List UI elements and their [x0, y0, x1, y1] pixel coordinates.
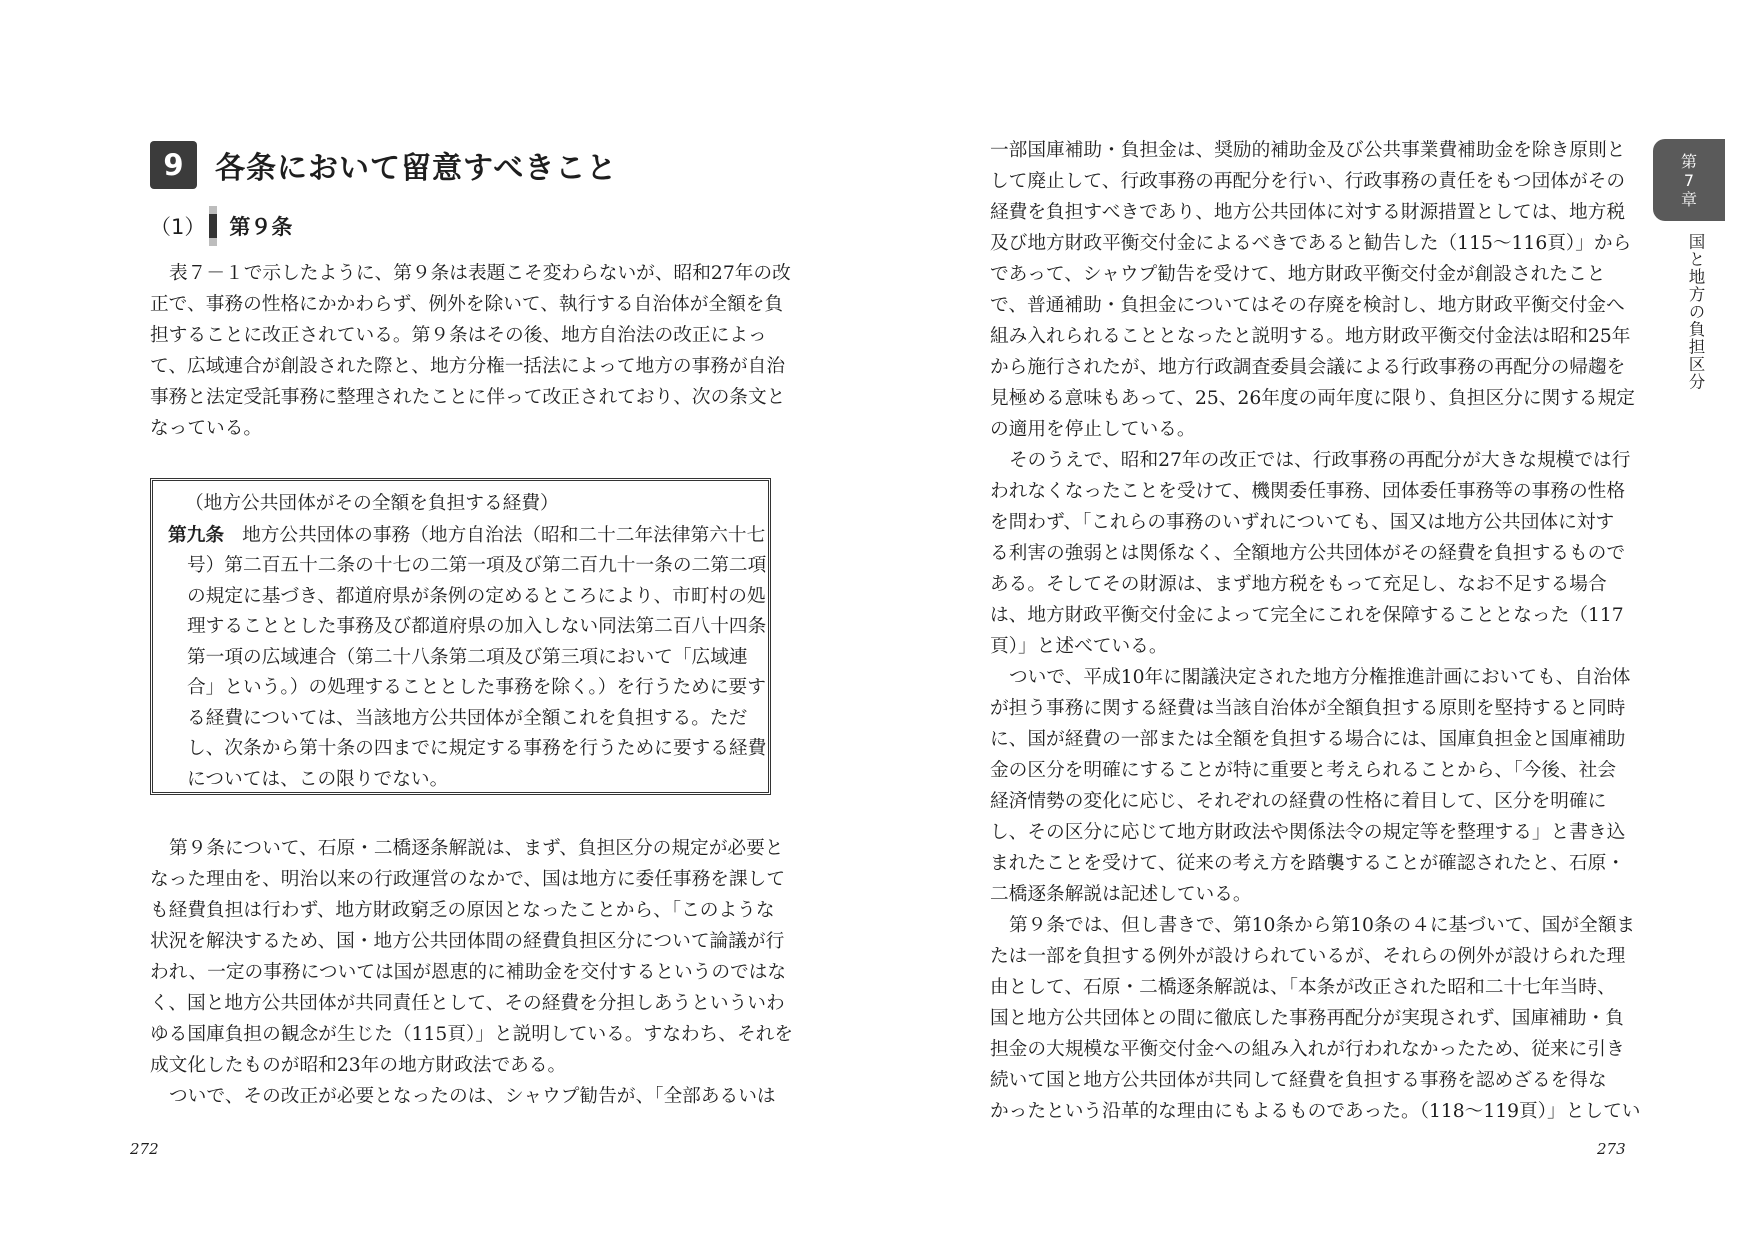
article-line: の規定に基づき、都道府県が条例の定めるところにより、市町村の処	[187, 585, 766, 607]
text-line: なった理由を、明治以来の行政運営のなかで、国は地方に委任事務を課して	[150, 869, 786, 890]
article-line: る経費については、当該地方公共団体が全額これを負担する。ただ	[187, 707, 748, 729]
text-line: 成文化したものが昭和23年の地方財政法である。	[150, 1055, 567, 1076]
chapter-tab-char: 第	[1680, 151, 1697, 171]
text-line: 二橋逐条解説は記述している。	[990, 884, 1252, 905]
text-line: かったという沿革的な理由にもよるものであった。（118～119頁）」としてい	[990, 1101, 1641, 1122]
article-first-line	[168, 520, 766, 552]
text-line: 国と地方公共団体との間に徹底した事務再配分が実現されず、国庫補助・負	[990, 1008, 1624, 1029]
text-line: われなくなったことを受けて、機関委任事務、団体委任事務等の事務の性格	[990, 481, 1626, 502]
statute-article-box	[150, 478, 771, 795]
text-line: し、その区分に応じて地方財政法や関係法令の規定等を整理する」と書き込	[990, 822, 1626, 843]
subsection-title: 第９条	[229, 215, 293, 239]
section-heading	[150, 141, 617, 189]
text-line: ある。そしてその財源は、まず地方税をもって充足し、なお不足する場合	[990, 574, 1607, 595]
article-line: 第一項の広域連合（第二十八条第二項及び第三項において「広域連	[187, 646, 748, 668]
body-paragraph	[150, 833, 794, 1112]
text-line: 第９条では、但し書きで、第10条から第10条の４に基づいて、国が全額ま	[1009, 915, 1636, 936]
text-line: 担することに改正されている。第９条はその後、地方自治法の改正によっ	[150, 325, 767, 346]
article-line: については、この限りでない。	[187, 768, 449, 790]
subsection-heading	[150, 210, 292, 242]
text-line: ついで、平成10年に閣議決定された地方分権推進計画においても、自治体	[1009, 667, 1631, 688]
section-number-badge: 9	[150, 141, 197, 189]
text-line: く、国と地方公共団体が共同責任として、その経費を分担しあうといういわ	[150, 993, 785, 1014]
chapter-side-title: 国と地方の負担区分	[1686, 233, 1705, 391]
text-line: 続いて国と地方公共団体が共同して経費を負担する事務を認めざるを得な	[990, 1070, 1607, 1091]
text-line: て、広域連合が創設された際と、地方分権一括法によって地方の事務が自治	[150, 356, 786, 377]
text-line: 経済情勢の変化に応じ、それぞれの経費の性格に着目して、区分を明確に	[990, 791, 1607, 812]
text-line: は、地方財政平衡交付金によって完全にこれを保障することとなった（117	[990, 605, 1624, 626]
article-line: し、次条から第十条の四までに規定する事務を行うために要する経費	[187, 738, 767, 759]
text-line: 正で、事務の性格にかかわらず、例外を除いて、執行する自治体が全額を負	[150, 294, 784, 315]
article-line: 理することとした事務及び都道府県の加入しない同法第二百八十四条	[187, 616, 767, 637]
text-line: る利害の強弱とは関係なく、全額地方公共団体がその経費を負担するもので	[990, 543, 1626, 564]
page-number: 273	[1597, 1140, 1626, 1158]
text-line: であって、シャウプ勧告を受けて、地方財政平衡交付金が創設されたこと	[990, 264, 1606, 285]
chapter-tab-char: 章	[1680, 189, 1697, 209]
text-line: 担金の大規模な平衡交付金への組み入れが行われなかったため、従来に引き	[990, 1039, 1625, 1060]
text-line: 頁）」と述べている。	[990, 636, 1168, 657]
text-line: の適用を停止している。	[990, 419, 1196, 440]
page-number: 272	[130, 1140, 159, 1158]
text-line: 組み入れられることとなったと説明する。地方財政平衡交付金法は昭和25年	[990, 326, 1631, 347]
text-line: 経費を負担すべきであり、地方公共団体に対する財源措置としては、地方税	[990, 202, 1626, 223]
text-line: なっている。	[150, 418, 263, 439]
text-line: ついで、その改正が必要となったのは、シャウプ勧告が、「全部あるいは	[169, 1086, 776, 1107]
text-line: 及び地方財政平衡交付金によるべきであると勧告した（115～116頁）」から	[990, 233, 1632, 254]
text-line: たは一部を負担する例外が設けられているが、それらの例外が設けられた理	[990, 946, 1626, 967]
section-title: 各条において留意すべきこと	[215, 151, 618, 186]
intro-paragraph	[150, 258, 791, 444]
article-label: 第九条	[168, 523, 225, 546]
text-line: も経費負担は行わず、地方財政窮乏の原因となったことから、「このような	[150, 900, 775, 921]
text-line: 表７－１で示したように、第９条は表題こそ変わらないが、昭和27年の改	[169, 263, 791, 284]
right-page	[877, 0, 1755, 1240]
text-line: で、普通補助・負担金についてはその存廃を検討し、地方財政平衡交付金へ	[990, 295, 1625, 316]
chapter-tab	[1653, 139, 1725, 221]
text-line: に、国が経費の一部または全額を負担する場合には、国庫負担金と国庫補助	[990, 729, 1626, 750]
text-line: ゆる国庫負担の観念が生じた（115頁）」と説明している。すなわち、それを	[150, 1024, 794, 1045]
text-line: まれたことを受けて、従来の考え方を踏襲することが確認されたと、石原・	[990, 853, 1626, 874]
article-line: 号）第二百五十二条の十七の二第一項及び第二百九十一条の二第二項	[187, 555, 767, 576]
chapter-tab-char: 7	[1683, 170, 1695, 190]
text-line: から施行されたが、地方行政調査委員会議による行政事務の再配分の帰趨を	[990, 357, 1626, 378]
text-line: 状況を解決するため、国・地方公共団体間の経費負担区分について論議が行	[150, 931, 785, 952]
article-text: 地方公共団体の事務（地方自治法（昭和二十二年法律第六十七	[242, 524, 766, 546]
text-line: して廃止して、行政事務の再配分を行い、行政事務の責任をもつ団体がその	[990, 171, 1626, 192]
text-line: 一部国庫補助・負担金は、奨励的補助金及び公共事業費補助金を除き原則と	[990, 140, 1626, 161]
text-line: が担う事務に関する経費は当該自治体が全額負担する原則を堅持すると同時	[990, 698, 1626, 719]
text-line: 由として、石原・二橋逐条解説は、「本条が改正された昭和二十七年当時、	[990, 977, 1616, 998]
text-line: われ、一定の事務については国が恩恵的に補助金を交付するというのではな	[150, 962, 787, 983]
subsection-number: （1）	[150, 215, 206, 239]
text-line: そのうえで、昭和27年の改正では、行政事務の再配分が大きな規模では行	[1009, 450, 1631, 471]
left-page	[0, 0, 877, 1240]
text-line: 第９条について、石原・二橋逐条解説は、まず、負担区分の規定が必要と	[169, 838, 784, 859]
text-line: 事務と法定受託事務に整理されたことに伴って改正されており、次の条文と	[150, 387, 786, 408]
text-line: を問わず、「これらの事務のいずれについても、国又は地方公共団体に対す	[990, 512, 1615, 533]
article-caption: （地方公共団体がその全額を負担する経費）	[185, 493, 559, 514]
subsection-bar-marker	[209, 206, 217, 246]
article-line: 合」という。）の処理することとした事務を除く。）を行うために要す	[187, 677, 766, 698]
body-paragraph	[990, 135, 1641, 1127]
text-line: 見極める意味もあって、25、26年度の両年度に限り、負担区分に関する規定	[990, 388, 1635, 409]
text-line: 金の区分を明確にすることが特に重要と考えられることから、「今後、社会	[990, 760, 1617, 781]
